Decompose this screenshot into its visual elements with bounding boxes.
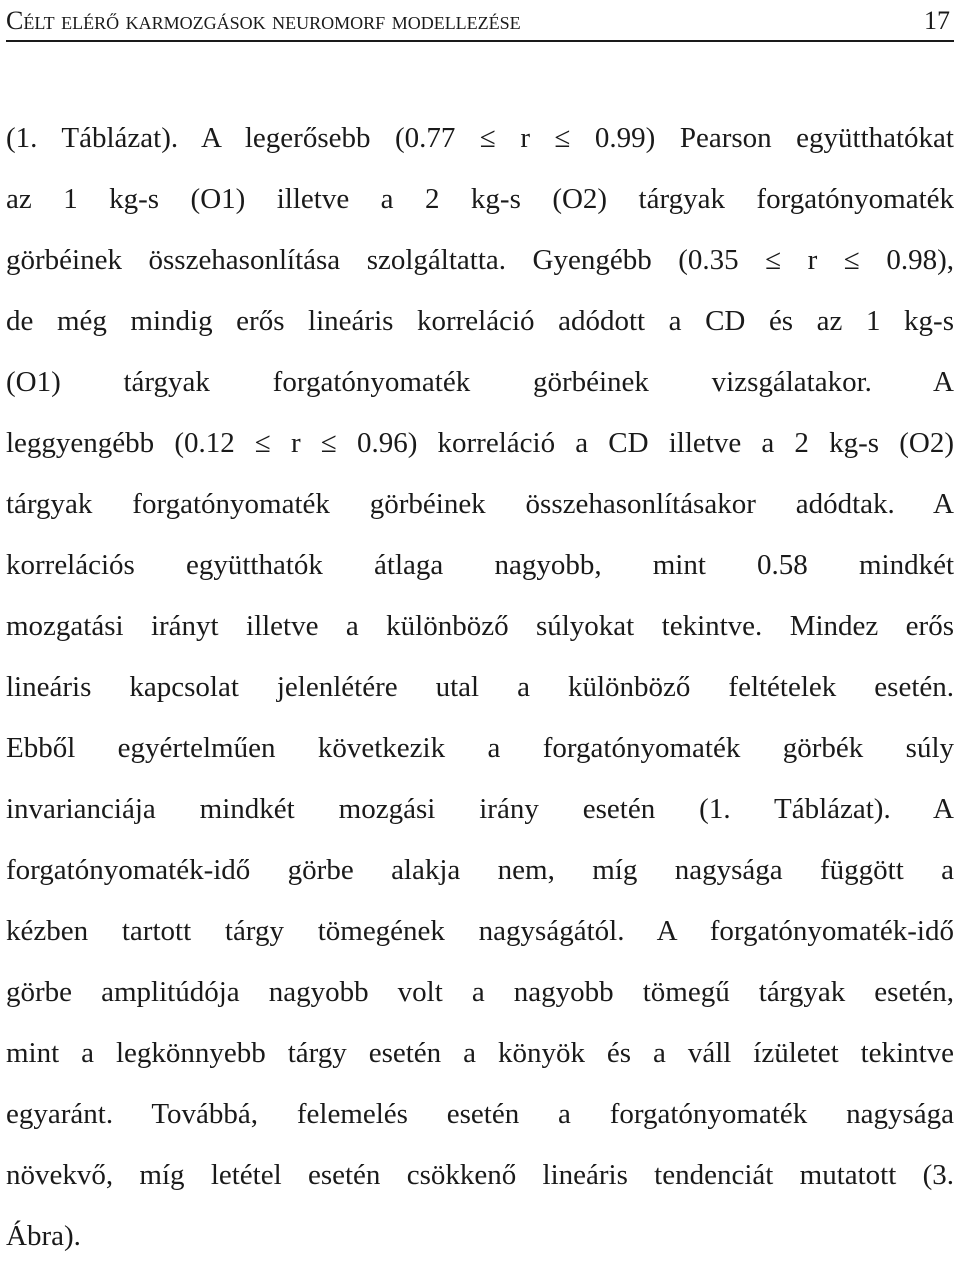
text-line: korrelációs együtthatók átlaga nagyobb, mint 0.58 mindkét xyxy=(6,549,954,581)
text-line: kézben tartott tárgy tömegének nagyságától. A forgatónyomaték-idő xyxy=(6,915,954,947)
text-line: görbéinek összehasonlítása szolgáltatta. Gyengébb (0.35 ≤ r ≤ 0.98), xyxy=(6,244,954,276)
text-line: mint a legkönnyebb tárgy esetén a könyök és a váll ízületet tekintve xyxy=(6,1037,954,1069)
text-line: Ebből egyértelműen következik a forgatónyomaték görbék súly xyxy=(6,732,954,764)
text-line: (1. Táblázat). A legerősebb (0.77 ≤ r ≤ 0.99) Pearson együtthatókat xyxy=(6,122,954,154)
text-line: de még mindig erős lineáris korreláció adódott a CD és az 1 kg-s xyxy=(6,305,954,337)
text-line: Ábra). xyxy=(6,1220,81,1252)
text-line: tárgyak forgatónyomaték görbéinek összehasonlításakor adódtak. A xyxy=(6,488,954,520)
page-number: 17 xyxy=(924,6,950,35)
text-line: az 1 kg-s (O1) illetve a 2 kg-s (O2) tárgyak forgatónyomaték xyxy=(6,183,954,215)
body-paragraph xyxy=(6,108,954,1267)
running-title: Célt elérő karmozgások neuromorf modellezése xyxy=(6,6,521,35)
text-line: invarianciája mindkét mozgási irány esetén (1. Táblázat). A xyxy=(6,793,954,825)
text-line: görbe amplitúdója nagyobb volt a nagyobb tömegű tárgyak esetén, xyxy=(6,976,954,1008)
text-line: forgatónyomaték-idő görbe alakja nem, míg nagysága függött a xyxy=(6,854,954,886)
text-line: mozgatási irányt illetve a különböző súlyokat tekintve. Mindez erős xyxy=(6,610,954,642)
page-header xyxy=(6,4,954,42)
text-line: leggyengébb (0.12 ≤ r ≤ 0.96) korreláció a CD illetve a 2 kg-s (O2) xyxy=(6,427,954,459)
text-line: egyaránt. Továbbá, felemelés esetén a forgatónyomaték nagysága xyxy=(6,1098,954,1130)
text-line: növekvő, míg letétel esetén csökkenő lineáris tendenciát mutatott (3. xyxy=(6,1159,954,1191)
text-line: lineáris kapcsolat jelenlétére utal a különböző feltételek esetén. xyxy=(6,671,954,703)
text-line: (O1) tárgyak forgatónyomaték görbéinek vizsgálatakor. A xyxy=(6,366,954,398)
